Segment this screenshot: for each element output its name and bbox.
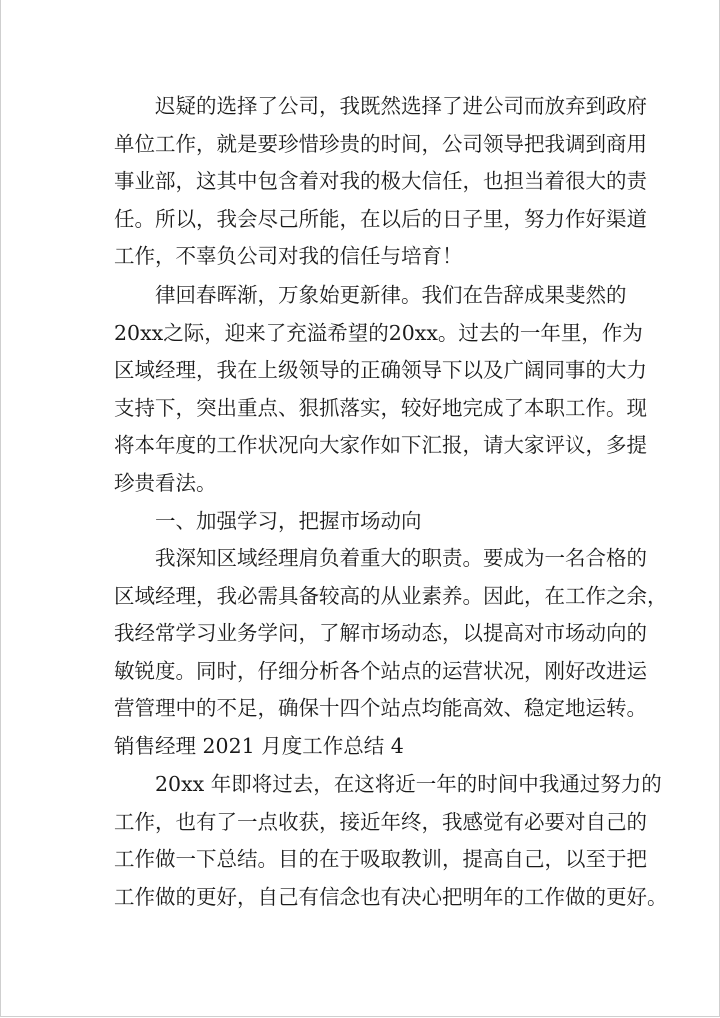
text-line: 将本年度的工作状况向大家作如下汇报，请大家评议，多提 (114, 433, 647, 458)
text-line: 工作，不辜负公司对我的信任与培育！ (114, 244, 463, 269)
text-line: 敏锐度。同时，仔细分析各个站点的运营状况，刚好改进运 (114, 658, 647, 683)
text-line: 任。所以，我会尽己所能，在以后的日子里，努力作好渠道 (114, 206, 647, 231)
paragraph-2 (114, 277, 647, 503)
paragraph-3 (114, 540, 668, 728)
text-line: 工作，也有了一点收获，接近年终，我感觉有必要对自己的 (114, 809, 647, 834)
text-line: 区域经理，我在上级领导的正确领导下以及广阔同事的大力 (114, 358, 647, 383)
text-line: 工作做一下总结。目的在于吸取教训，提高自己，以至于把 (114, 847, 647, 872)
paragraph-1 (114, 88, 647, 276)
text-line: 单位工作，就是要珍惜珍贵的时间，公司领导把我调到商用 (114, 131, 647, 156)
text-line: 事业部，这其中包含着对我的极大信任，也担当着很大的责 (114, 169, 647, 194)
section-heading-text: 一、加强学习，把握市场动向 (155, 509, 422, 533)
text-line: 工作做的更好，自己有信念也有决心把明年的工作做的更好。 (114, 884, 668, 909)
text-line: 营管理中的不足，确保十四个站点均能高效、稳定地运转。 (114, 696, 647, 721)
text-line: 我经常学习业务学问，了解市场动态，以提高对市场动向的 (114, 621, 647, 646)
text-line: 20xx之际，迎来了充溢希望的20xx。过去的一年里，作为 (114, 320, 643, 345)
document-title-text: 销售经理 2021 月度工作总结 4 (114, 734, 404, 758)
paragraph-4 (114, 766, 668, 916)
text-line: 我深知区域经理肩负着重大的职责。要成为一名合格的 (155, 546, 647, 570)
section-heading (114, 503, 614, 541)
text-line: 20xx 年即将过去，在这将近一年的时间中我通过努力的 (155, 772, 662, 796)
text-line: 支持下，突出重点、狠抓落实，较好地完成了本职工作。现 (114, 395, 647, 420)
text-line: 律回春晖渐，万象始更新律。我们在告辞成果斐然的 (155, 283, 627, 307)
text-line: 区域经理，我必需具备较高的从业素养。因此，在工作之余， (114, 583, 668, 608)
document-title (114, 728, 614, 766)
text-line: 迟疑的选择了公司，我既然选择了进公司而放弃到政府 (155, 94, 647, 118)
text-line: 珍贵看法。 (114, 470, 217, 495)
